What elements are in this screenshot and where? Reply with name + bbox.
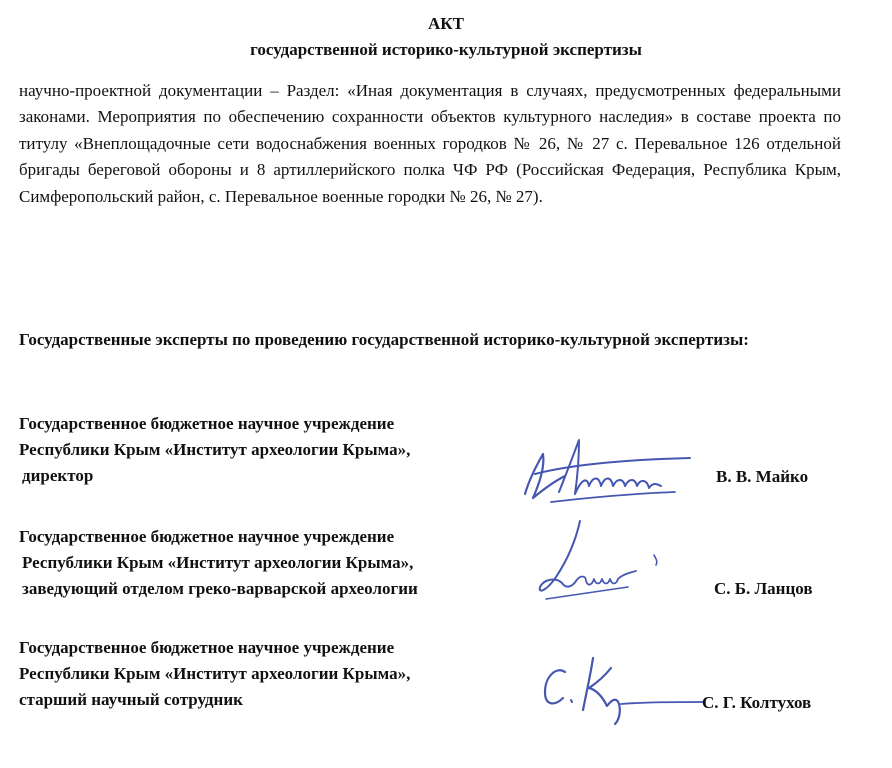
signature-koltukhov	[535, 650, 715, 728]
document-title: АКТ	[428, 14, 464, 33]
expert-block-3	[19, 635, 539, 713]
document-body-text: научно-проектной документации – Раздел: «Иная документация в случаях, предусмотренных федеральными законами. Мероприятия по обеспечению сохранности объектов культурного наследия» в составе проекта по титулу «Внеплощадочные сети водоснабжения военных городков № 26, № 27 с. Перевальное 126 отдельной бригады береговой обороны и 8 артиллерийского полка ЧФ РФ (Российская Федерация, Республика Крым, Симферопольский район, с. Перевальное военные городки № 26, № 27).	[19, 81, 841, 206]
expert-org-line2: Республики Крым «Институт археологии Крыма»,	[19, 440, 411, 459]
experts-heading: Государственные эксперты по проведению государственной историко-культурной экспертизы:	[19, 330, 749, 349]
expert-org-line1: Государственное бюджетное научное учреждение	[19, 414, 395, 433]
signature-lantsov	[532, 515, 672, 610]
expert-block-2	[19, 524, 539, 602]
expert-org-line1: Государственное бюджетное научное учреждение	[19, 527, 395, 546]
expert-name: В. В. Майко	[716, 467, 809, 486]
expert-position: старший научный сотрудник	[19, 690, 243, 709]
expert-org-line2: Республики Крым «Институт археологии Крыма»,	[22, 553, 414, 572]
expert-position: директор	[22, 466, 94, 485]
expert-block-1	[19, 411, 539, 489]
signature-maiko	[515, 432, 700, 508]
expert-name: С. Б. Ланцов	[714, 579, 813, 598]
expert-org-line2: Республики Крым «Институт археологии Крыма»,	[19, 664, 411, 683]
expert-name: С. Г. Колтухов	[702, 693, 812, 712]
document-subtitle: государственной историко-культурной экспертизы	[250, 40, 642, 59]
expert-org-line1: Государственное бюджетное научное учреждение	[19, 638, 395, 657]
expert-position: заведующий отделом греко-варварской археологии	[22, 579, 418, 598]
